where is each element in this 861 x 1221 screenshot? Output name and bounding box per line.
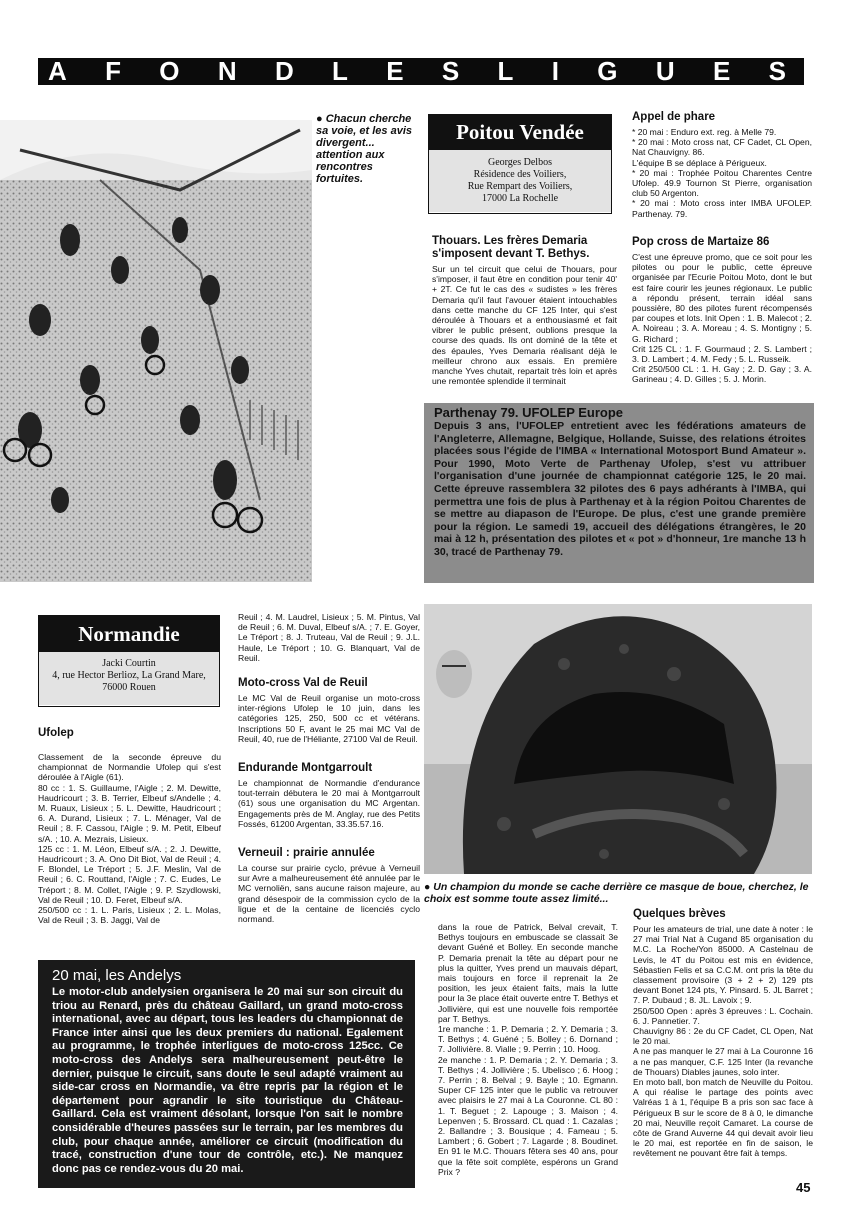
poitou-address (429, 150, 611, 212)
valreuil-body: Le MC Val de Reuil organise un moto-cross inter-régions Ufolep le 10 juin, dans les catégories 125, 250, 500 cc et vétérans. Inscriptions 50 F, avant le 25 mai MC Val de Reuil, 40, rue de l'Héliante, 27100 Val de Reuil. (238, 693, 420, 744)
normandie-address-line: 4, rue Hector Berlioz, La Grand Mare, (52, 670, 206, 681)
breves-title: Quelques brèves (633, 908, 726, 920)
ufolep-125cc: 125 cc : 1. M. Léon, Elbeuf s/A. ; 2. J. Dewitte, Haudricourt ; 3. A. Ono Dit Biot, Val de Reuil ; 4. F. Blondel, Le Tréport ; 5. J.F. Meslin, Val de Reuil ; 6. C. Routtand, l'Aigle ; 7. C. Eudes, Le Tréport ; 8. M. Collet, l'Aigle ; 9. P. Szydlowski, Val de Reuil ; 10. D. Feret, Elbeuf s/A. (38, 843, 221, 905)
ufolep-title: Ufolep (38, 727, 74, 739)
appel-line: * 20 mai : Moto cross inter IMBA UFOLEP. Parthenay. 79. (632, 198, 812, 219)
popcross-body: Crit 125 CL : 1. F. Gourmaud ; 2. S. Lambert ; 3. D. Lambert ; 4. M. Fedy ; 5. L. Russeik. (632, 343, 812, 365)
ufolep-continued: Reuil ; 4. M. Laudrel, Lisieux ; 5. M. Pintus, Val de Reuil ; 6. M. Duval, Elbeuf s/A. ; 7. E. Goyer, Le Tréport ; 8. J. Truteau, Val de Reuil ; 9. J.L. Haule, Le Tréport ; 10. G. Blanquart, Val de Reuil. (238, 612, 420, 663)
valreuil-title: Moto-cross Val de Reuil (238, 677, 368, 690)
banner-letter: S (441, 56, 460, 86)
banner-letter: G (597, 56, 618, 86)
popcross-section (632, 236, 812, 385)
parthenay-body: Depuis 3 ans, l'UFOLEP entretient avec les fédérations amateurs de l'Angleterre, Allemagne, Belgique, Hollande, Suisse, des relations étroites placées sous l'égide de l'IMBA « International Motosport Bund Amateur ». Pour 1990, Moto Verte de Parthenay Ufolep, s'est vu attribuer l'organisation d'une journée de championnat catégorie 125, le 20 mai. Cette épreuve rassemblera 32 pilotes des 6 pays adhérants à l'IMBA, qui permettra une fois de plus à Parthenay et à la région Poitou Charentes de se mettre au diapason de l'Europe. De plus, c'est une grande première pour la région. Le samedi 19, accueil des délégations étrangères, le 20 mai à 12 h, présentation des pilotes et « pot » d'honneur, 1re manche 13 h 30, tracé de Parthenay 79. (434, 420, 806, 558)
banner-letter: N (217, 56, 237, 86)
muddy-rider-photo (424, 604, 812, 874)
banner-letter: A (48, 56, 67, 86)
normandie-region-title: Normandie (39, 616, 219, 652)
breves-body: 250/500 Open : après 3 épreuves : L. Cochain. 6. J. Pannetier. 7. (633, 1005, 813, 1026)
appel-line: * 20 mai : Enduro ext. reg. à Melle 79. (632, 127, 777, 137)
andelys-box (38, 960, 415, 1188)
photo2-caption: ● Un champion du monde se cache derrière ce masque de boue, cherchez, le choix est somme toute assez limité... (424, 881, 809, 905)
appel-line: * 20 mai : Trophée Poitou Charentes Centre Ufolep. 49.9 Tournon St Pierre, organisation club 50 Argenton. (632, 167, 812, 199)
thouars-manche2: 2e manche : 1. P. Demaria ; 2. Y. Demaria ; 3. T. Bethys ; 4. Jollivière ; 5. Ubelisco ; 6. Hoog ; 7. Perrin ; 8. Belval ; 9. Bayle ; 10. Egmann. Super CF 125 inter que le public va retrouver avec plaisirs le 27 mai à La Couronne. CL 80 : 1. T. Beguet ; 2. Lapouge ; 3. Maison ; 4. Lepenven ; 5. Brossard. CL quad : 1. Cazalas ; 2. Ballandre ; 3. Bousique ; 4. Fameau ; 5. Lambert ; 6. Gobert ; 7. Lagarde ; 8. Boudinet. En 91 le M.C. Thouars fêtera ses 40 ans, pour que la fête soit complète, espérons un Grand Prix ? (438, 1054, 618, 1177)
poitou-region-box (428, 114, 612, 214)
banner-letter: E (386, 56, 404, 86)
ufolep-intro: Classement de la seconde épreuve du championnat de Normandie Ufolep qui s'est déroulée à l'Aigle (61). (38, 752, 221, 783)
banner-letter: U (655, 56, 675, 86)
thouars-body: Sur un tel circuit que celui de Thouars, pour s'imposer, il faut être en condition pour tenir 40' + 2T. Ce fut le cas des « sudistes » les frères Demaria qu'il faut l'avouer étaient intouchables dans cette manche du CF 125 Inter, qui s'est déroulée à Thouars et a enthousiasmé et fait vibrer le public présent, oublions presque la course des quads. Ils ont dominé de la tête et des épaules, Yves Demaria réalisant déjà le meilleur chrono aux essais. En première manche Yves chutait, repartait très loin et après une remontée splendide il terminait (432, 264, 617, 387)
muddy-helmet-image (424, 604, 812, 874)
montgarroult-body: Le championnat de Normandie d'endurance tout-terrain débutera le 20 mai à Montgarroult (61) sous une organisation du MC Argentan. Engagements près de M. Anglay, rue des Petits Fossés, 61200 Argentan, 33.35.57.16. (238, 778, 420, 829)
thouars-manche1: 1re manche : 1. P. Demaria ; 2. Y. Demaria ; 3. T. Bethys ; 4. Guéné ; 5. Bolley ; 6. Dornand ; 7. Jollivière. 8. Vialle ; 9. Perrin ; 10. Hoog. (438, 1024, 618, 1055)
normandie-address-line: Jacki Courtin (102, 658, 156, 669)
appel-line: L'équipe B se déplace à Périgueux. (632, 157, 767, 168)
parthenay-box (424, 403, 814, 583)
banner-letter: E (712, 56, 731, 86)
breves-body: Chauvigny 86 : 2e du CF Cadet, CL Open, Nat le 20 mai. (633, 1026, 813, 1047)
appel-line: * 20 mai : Moto cross nat, CF Cadet, CL Open, Nat Chauvigny. 86. (632, 137, 812, 158)
thouars-section (432, 235, 617, 386)
motocross-crowd-image (0, 120, 312, 582)
popcross-body: Crit 250/500 CL : 1. H. Gay ; 2. D. Gay ; 3. A. Garineau ; 4. D. Gilles ; 5. J. Morin. (632, 364, 812, 385)
ufolep-80cc: 80 cc : 1. S. Guillaume, l'Aigle ; 2. M. Dewitte, Haudricourt ; 3. B. Terrier, Elbeuf s/Andelle ; 4. M. Ruaux, Lisieux ; 5. L. Dewitte, Haudricourt ; 6. A. Durand, Lisieux ; 7. L. Ménager, Val de Reuil ; 8. F. Cassou, l'Aigle ; 9. M. Petit, Elbeuf s/A. ; 10. A. Mezrais, Lisieux. (38, 782, 221, 844)
montgarroult-title: Endurande Montgarroult (238, 762, 373, 775)
andelys-title: 20 mai, les Andelys (52, 967, 182, 984)
ufolep-section (38, 727, 221, 925)
poitou-region-title: Poitou Vendée (429, 115, 611, 150)
banner-letter: I (551, 56, 559, 86)
popcross-title: Pop cross de Martaize 86 (632, 236, 770, 248)
breves-section (633, 908, 813, 1159)
andelys-body: Le motor-club andelysien organisera le 20 mai sur son circuit du triou au Renard, près du château Gaillard, un grand moto-cross international, avec au départ, tous les leaders du championnat de France inter ainsi que les deux premiers du national. Egalement au programme, le trophée interligues de moto-cross 125cc. Ce moto-cross des Andelys sera malheureusement peut-être le dernier, puisque le circuit, sans doute le seul adapté vraiment au side-car cross en Normandie, va être repris par la région et le département pour agrandir le site touristique du Château-Gaillard. Cela est vraiment désolant, lorsque l'on sait le nombre considérable d'heures passées sur le terrain, par les membres du club, pour chaque année, améliorer ce circuit (modification du tracé, construction d'une tour de contrôle, etc.). Ne manquez donc pas ce rendez-vous du 20 mai. (52, 986, 403, 1175)
breves-body: Pour les amateurs de trial, une date à noter : le 27 mai Trial Nat à Cugand 85 organisation du M.C. La Roche/Yon 85000. A Castelnau de Levis, le 4T du Poitou est mis en évidence, Sébastien Felis et sa C.C.M. ont pris la tête du classement provisoire (3 + 2 + 2) 129 pts devant Bonet 124 pts, Y. Pinsard. 5. JL Barret ; 7. P. Dubaud ; 8. JL. Lavoix ; 9. (633, 924, 813, 1006)
breves-body: En moto ball, bon match de Neuville du Poitou. A qui réalise le partage des points avec Valréas 1 à 1, l'équipe B a pris son sac face à Périgueux B sur le score de 8 à 0, le dimanche 20 mai, Neuville reçoit Camaret. La course de côte de Grand Auverne 44 qui devait avoir lieu le 20 mai, est reportée en fin de saison, le revêtement ne pouvant être fait à temps. (633, 1077, 813, 1159)
poitou-address-line: Georges Delbos (488, 157, 552, 168)
normandie-col2 (238, 612, 420, 924)
verneuil-title: Verneuil : prairie annulée (238, 847, 375, 860)
parthenay-title: Parthenay 79. UFOLEP Europe (434, 405, 624, 420)
section-banner (38, 58, 804, 85)
banner-letter: D (274, 56, 294, 86)
appel-section (632, 111, 812, 219)
normandie-region-box (38, 615, 220, 707)
poitou-address-line: Résidence des Voiliers, (473, 169, 567, 180)
appel-title: Appel de phare (632, 111, 716, 123)
normandie-address-line: 76000 Rouen (102, 682, 156, 693)
poitou-address-line: Rue Rempart des Voiliers, (467, 181, 573, 192)
page-number: 45 (796, 1180, 811, 1195)
popcross-body: C'est une épreuve promo, que ce soit pour les pilotes ou pour le public, cette épreuve organisée par l'Ecurie Poitou Moto, dont le but est faire courir les jeunes régionaux. Le public a répondu présent, terrain idéal sans poussière, 80 des pilotes furent récompensés par coupes et lots. Init Open : 1. B. Malecot ; 2. A. Noireau ; 3. A. Moreau ; 4. S. Montigny ; 5. G. Richard ; (632, 252, 812, 344)
motocross-photo (0, 120, 312, 582)
normandie-address (39, 652, 219, 705)
photo1-caption: ● Chacun cherche sa voie, et les avis divergent... attention aux rencontres fortuites. (316, 113, 413, 185)
thouars-cont-body: dans la roue de Patrick, Belval crevait, T. Bethys toujours en embuscade se classait 3e devant Guéné et Bolley. En seconde manche P. Demaria prenait la tête au départ pour ne plus la quitter, Yves prend un mauvais départ, mais toujours en force il reprenait la 2e position, les jeux étaient faits, mais la lutte pour la 3e place était ouverte entre T. Bethys et Jollivière, qui est une nouvelle fois remportée par T. Bethys. (438, 922, 618, 1024)
thouars-continued (438, 922, 618, 1177)
banner-letter: O (159, 56, 180, 86)
ufolep-250cc: 250/500 cc : 1. L. Paris, Lisieux ; 2. L. Molas, Val de Reuil ; 3. B. Jaggi, Val de (38, 905, 221, 926)
breves-body: A ne pas manquer le 27 mai à La Couronne 16 a ne pas manquer, C.F. 125 Inter (la revanche de Thouars) Diables jaunes, solo inter. (633, 1046, 813, 1077)
thouars-title: Thouars. Les frères Demaria s'imposent devant T. Bethys. (432, 235, 590, 260)
banner-letter: S (768, 56, 786, 86)
poitou-address-line: 17000 La Rochelle (481, 193, 559, 204)
banner-letter: F (105, 56, 121, 86)
banner-letter: L (497, 56, 514, 86)
banner-letter: L (332, 56, 348, 86)
verneuil-body: La course sur prairie cyclo, prévue à Verneuil sur Avre a malheureusement été annulée par le MC vernoliën, sans aucune raison majeure, au grand désespoir de la commission cyclo de la ligue et de la centaine de licenciés cyclo normand. (238, 863, 420, 925)
